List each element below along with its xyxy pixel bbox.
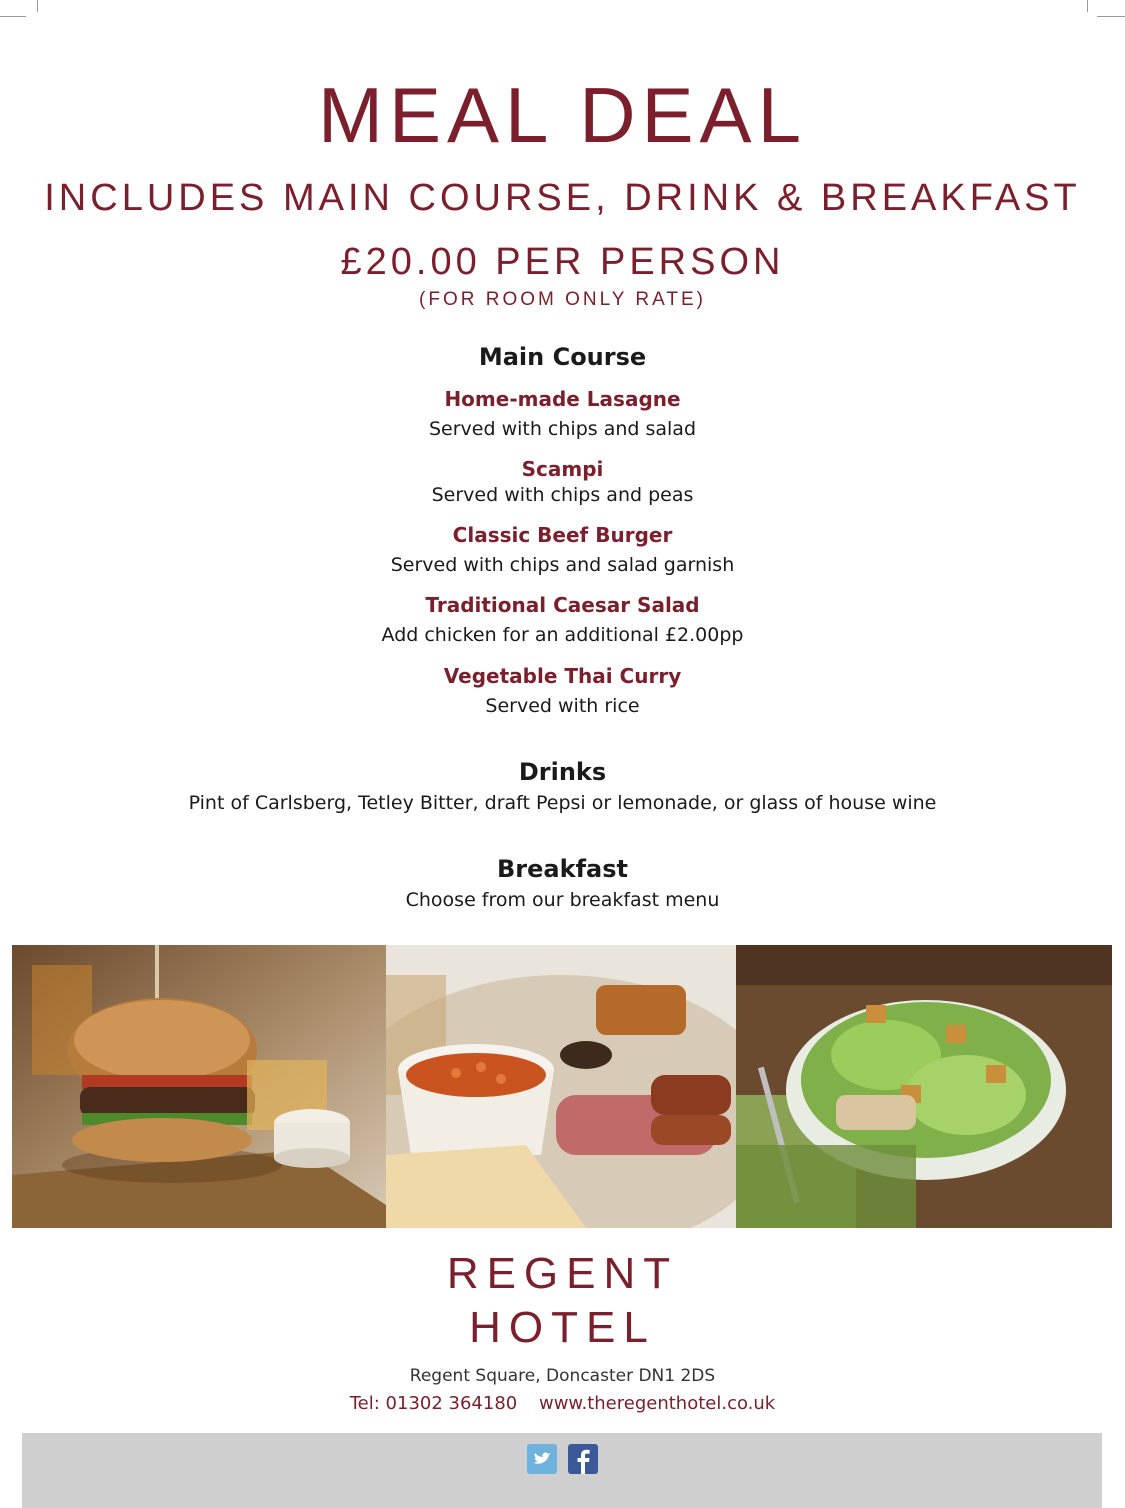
dish-name: Home-made Lasagne (444, 387, 681, 411)
caesar-salad-photo (736, 945, 1112, 1228)
dish-description: Served with chips and salad (428, 418, 697, 440)
page-title: MEAL DEAL (318, 71, 807, 159)
crop-mark (0, 16, 26, 17)
page-subtitle: INCLUDES MAIN COURSE, DRINK & BREAKFAST (44, 177, 1081, 219)
hotel-website-link[interactable]: www.theregenthotel.co.uk (538, 1393, 776, 1414)
hotel-name-line2: HOTEL (469, 1303, 656, 1352)
hotel-address: Regent Square, Doncaster DN1 2DS (409, 1366, 716, 1386)
dish-description: Served with chips and salad garnish (390, 554, 735, 576)
food-photo-strip (12, 945, 1112, 1228)
full-english-breakfast-photo (386, 945, 736, 1228)
breakfast-heading: Breakfast (497, 855, 628, 883)
drinks-description: Pint of Carlsberg, Tetley Bitter, draft Pepsi or lemonade, or glass of house wine (188, 792, 937, 814)
dish-name: Traditional Caesar Salad (425, 593, 700, 617)
dish-name: Scampi (521, 457, 604, 481)
crop-mark (1087, 0, 1088, 12)
crop-mark (1097, 16, 1125, 17)
burger-photo (12, 945, 386, 1228)
drinks-heading: Drinks (518, 758, 607, 786)
price: £20.00 PER PERSON (340, 241, 785, 283)
footer-bar (22, 1433, 1102, 1508)
crop-mark (37, 0, 38, 12)
main-course-heading: Main Course (478, 343, 647, 371)
facebook-icon[interactable] (568, 1444, 598, 1474)
dish-description: Served with chips and peas (431, 484, 694, 506)
hotel-telephone[interactable]: Tel: 01302 364180 (349, 1393, 518, 1414)
hotel-contact (0, 1392, 1125, 1416)
hotel-name-line1: REGENT (446, 1249, 679, 1298)
breakfast-description: Choose from our breakfast menu (405, 889, 720, 911)
twitter-icon[interactable] (527, 1444, 557, 1474)
dish-name: Classic Beef Burger (452, 523, 673, 547)
dish-description: Served with rice (485, 695, 640, 717)
dish-description: Add chicken for an additional £2.00pp (381, 624, 744, 646)
price-note: (FOR ROOM ONLY RATE) (419, 289, 706, 310)
dish-name: Vegetable Thai Curry (443, 664, 682, 688)
